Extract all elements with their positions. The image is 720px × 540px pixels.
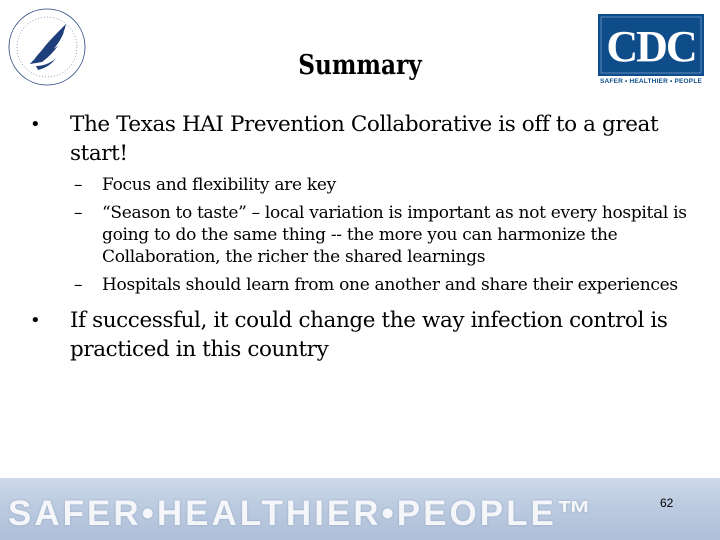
slide-content — [0, 110, 720, 364]
sub-bullet-mark: – — [74, 175, 83, 195]
sub-bullet-list — [0, 174, 720, 296]
sub-bullet-item — [74, 174, 687, 196]
page-number: 62 — [660, 496, 674, 510]
cdc-tagline: SAFER • HEALTHIER • PEOPLE — [599, 78, 703, 85]
sub-bullet-mark: – — [74, 203, 83, 223]
sub-bullet-item — [74, 202, 687, 268]
svg-text:CDC: CDC — [606, 22, 696, 71]
footer-banner-text: SAFER•HEALTHIER•PEOPLE™ — [8, 494, 595, 533]
bullet-item — [30, 110, 680, 168]
sub-bullet-text: Hospitals should learn from one another and share their experiences — [102, 275, 678, 295]
bullet-text: If successful, it could change the way infection control is practiced in this country — [70, 308, 668, 362]
sub-bullet-text: Focus and flexibility are key — [102, 175, 336, 195]
sub-bullet-item — [74, 274, 687, 296]
bullet-text: The Texas HAI Prevention Collaborative is off to a great start! — [70, 112, 659, 166]
bullet-item — [30, 306, 680, 364]
sub-bullet-text: “Season to taste” – local variation is important as not every hospital is going to do the same thing -- the more you can harmonize the Collaboration, the richer the shared learnings — [102, 203, 687, 267]
footer-banner — [0, 478, 720, 540]
slide-title: Summary — [298, 50, 422, 81]
bullet-mark: • — [30, 114, 41, 135]
sub-bullet-mark: – — [74, 275, 83, 295]
bullet-mark: • — [30, 310, 41, 331]
